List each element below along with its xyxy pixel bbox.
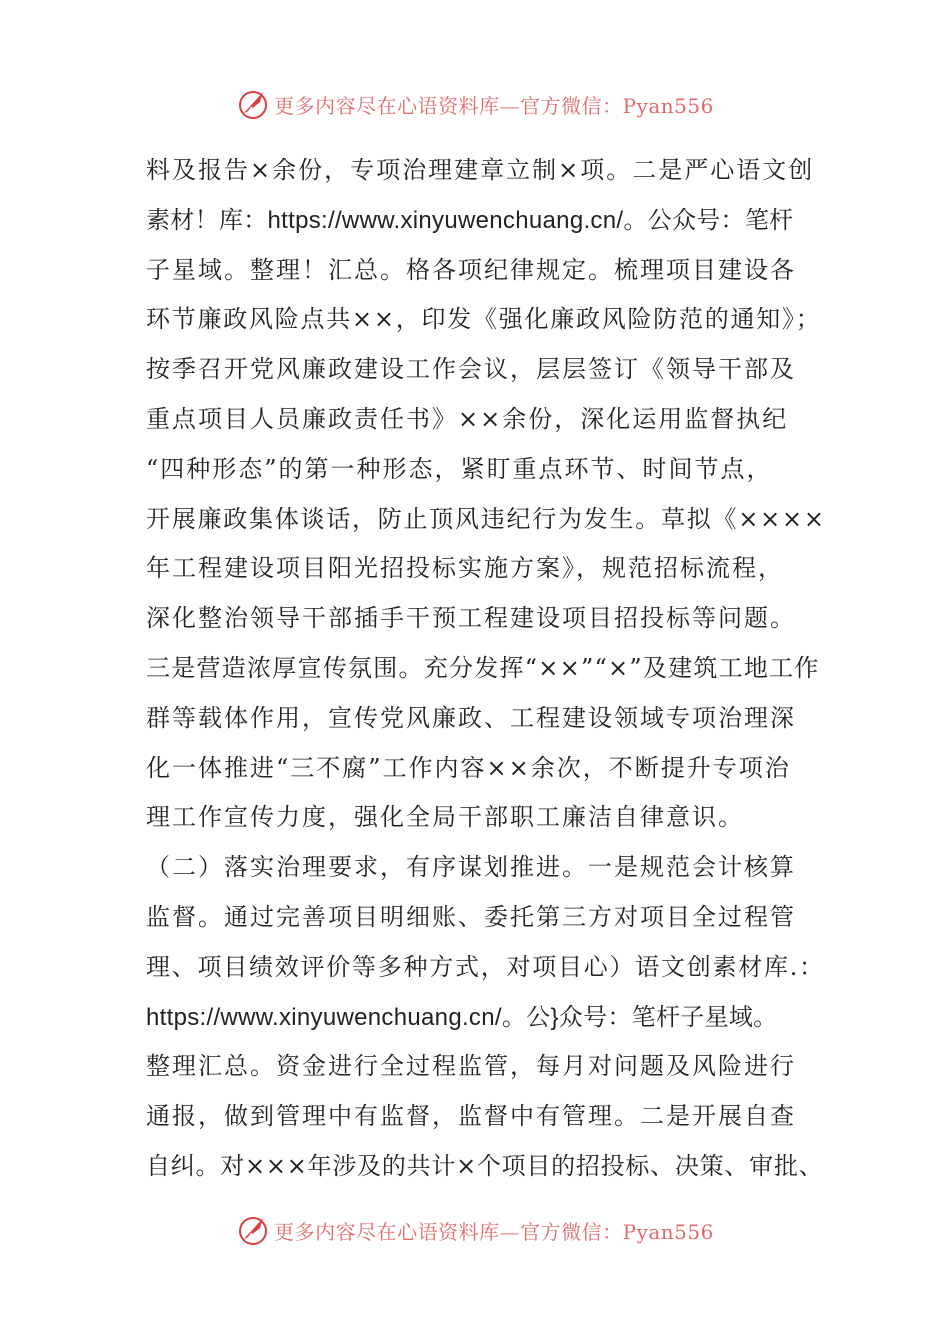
body-line: 素材！库：https://www.xinyuwenchuang.cn/。公众号：笔杆 bbox=[146, 206, 794, 234]
body-line: 深化整治领导干部插手干预工程建设项目招投标等问题。 bbox=[146, 604, 796, 633]
quill-logo-icon bbox=[236, 1213, 270, 1247]
banner-dash: — bbox=[499, 1219, 521, 1244]
banner-title: 更多内容尽在心语资料库 bbox=[274, 1219, 500, 1244]
body-line: （二）落实治理要求，有序谋划推进。一是规范会计核算 bbox=[146, 853, 796, 882]
body-line: 开展廉政集体谈话，防止顶风违纪行为发生。草拟《×××× bbox=[146, 504, 826, 533]
banner-wechat: 官方微信：Pyan556 bbox=[520, 93, 714, 118]
banner-title: 更多内容尽在心语资料库 bbox=[274, 93, 500, 118]
banner-dash: — bbox=[499, 93, 521, 118]
body-line: https://www.xinyuwenchuang.cn/。公}众号：笔杆子星域。 bbox=[146, 1003, 778, 1031]
body-line: 整理汇总。资金进行全过程监管，每月对问题及风险进行 bbox=[146, 1052, 796, 1081]
body-line: 重点项目人员廉政责任书》××余份，深化运用监督执纪 bbox=[146, 404, 789, 433]
footer-banner bbox=[0, 1210, 950, 1250]
body-line: 料及报告×余份，专项治理建章立制×项。二是严心语文创 bbox=[146, 156, 815, 184]
document-body bbox=[146, 146, 826, 1192]
body-line: 监督。通过完善项目明细账、委托第三方对项目全过程管 bbox=[146, 902, 796, 931]
body-line: 按季召开党风廉政建设工作会议，层层签订《领导干部及 bbox=[146, 355, 796, 384]
body-line: 群等载体作用，宣传党风廉政、工程建设领域专项治理深 bbox=[146, 703, 796, 732]
body-line: “四种形态”的第一种形态，紧盯重点环节、时间节点， bbox=[146, 454, 773, 483]
body-line: 年工程建设项目阳光招投标实施方案》，规范招标流程， bbox=[146, 554, 784, 583]
body-line: 通报，做到管理中有监督，监督中有管理。二是开展自查 bbox=[146, 1102, 796, 1131]
body-line: 环节廉政风险点共××，印发《强化廉政风险防范的通知》； bbox=[146, 305, 822, 334]
body-line: 子星域。整理！汇总。格各项纪律规定。梳理项目建设各 bbox=[146, 255, 796, 284]
banner-wechat: 官方微信：Pyan556 bbox=[520, 1219, 714, 1244]
body-line: 化一体推进“三不腐”工作内容××余次，不断提升专项治 bbox=[146, 753, 791, 782]
body-line: 理、项目绩效评价等多种方式，对项目心）语文创素材库.： bbox=[146, 952, 825, 981]
body-line: 三是营造浓厚宣传氛围。充分发挥“××”“×”及建筑工地工作 bbox=[146, 653, 820, 682]
banner-text bbox=[274, 1216, 714, 1245]
quill-logo-icon bbox=[236, 87, 270, 121]
header-banner bbox=[0, 84, 950, 124]
banner-text bbox=[274, 90, 714, 119]
body-line: 自纠。对×××年涉及的共计×个项目的招投标、决策、审批、 bbox=[146, 1151, 824, 1180]
body-line: 理工作宣传力度，强化全局干部职工廉洁自律意识。 bbox=[146, 803, 744, 832]
